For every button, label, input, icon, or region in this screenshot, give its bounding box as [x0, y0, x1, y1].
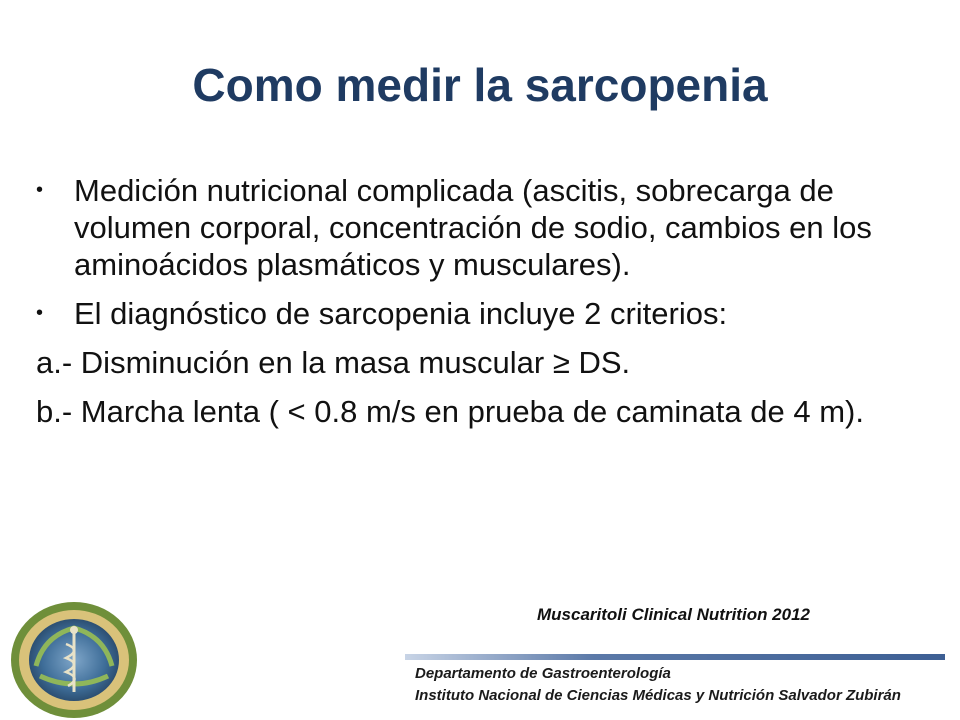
bullet-dot-icon: • — [36, 179, 44, 201]
citation: Muscaritoli Clinical Nutrition 2012 — [537, 605, 811, 624]
footer-divider — [405, 654, 945, 660]
footer-department: Departamento de Gastroenterología — [415, 665, 671, 682]
slide-body — [36, 172, 916, 442]
criterion-a: a.- Disminución en la masa muscular ≥ DS. — [36, 345, 631, 380]
slide-title: Como medir la sarcopenia — [192, 59, 768, 111]
bullet-dot-icon: • — [36, 302, 44, 324]
criterion-b: b.- Marcha lenta ( < 0.8 m/s en prueba de caminata de 4 m). — [36, 394, 864, 429]
institution-seal-icon — [6, 596, 142, 720]
footer-institute: Instituto Nacional de Ciencias Médicas y Nutrición Salvador Zubirán — [415, 687, 901, 704]
bullet-item — [36, 295, 916, 332]
bullet-item — [36, 172, 916, 283]
bullet-text: Medición nutricional complicada (ascitis, sobrecarga de volumen corporal, concentración de sodio, cambios en los aminoácidos plasmáticos y musculares). — [74, 173, 872, 282]
bullet-text: El diagnóstico de sarcopenia incluye 2 criterios: — [74, 296, 728, 331]
